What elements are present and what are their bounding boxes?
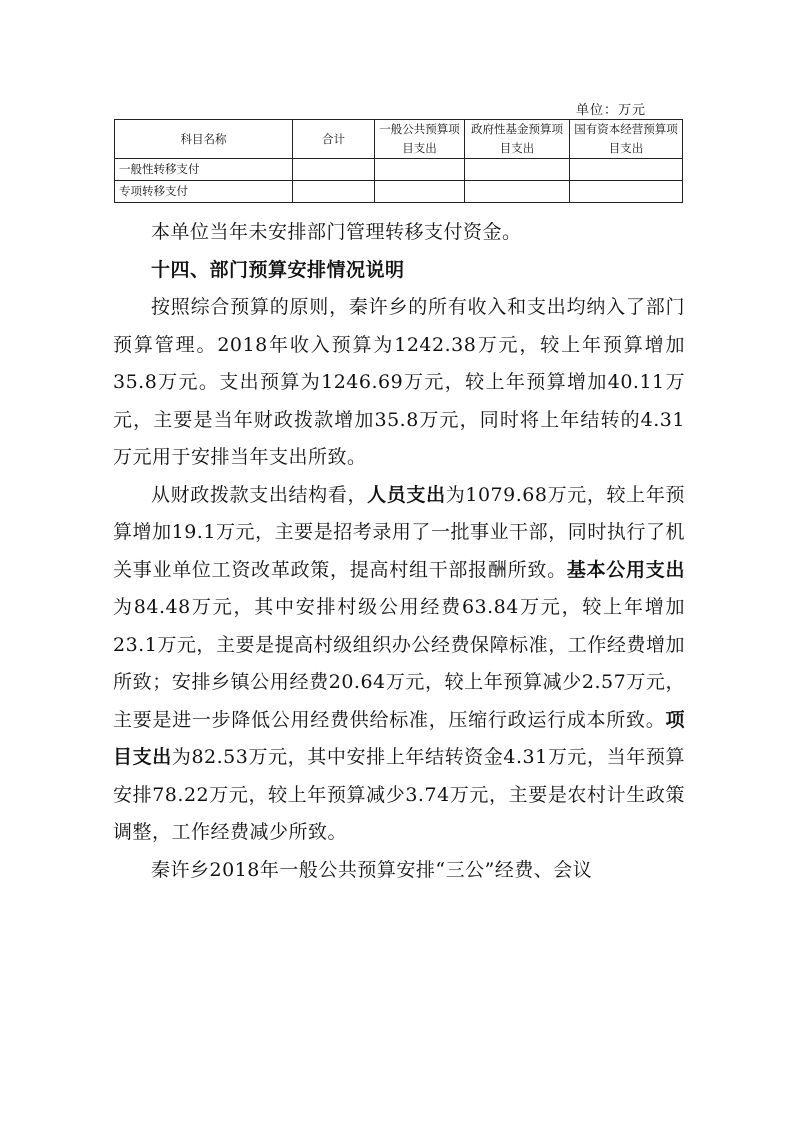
row-state-capital — [570, 159, 683, 181]
table-row — [115, 159, 683, 181]
section-heading: 十四、部门预算安排情况说明 — [151, 258, 405, 281]
header-general-budget: 一般公共预算项目支出 — [375, 120, 465, 159]
row-name: 专项转移支付 — [115, 181, 293, 203]
project-expenditure-text: 为82.53万元，其中安排上年结转资金4.31万元，当年预算安排78.22万元，较上年预算减少3.74万元，主要是农村计生政策调整，工作经费减少所致。 — [113, 746, 685, 843]
header-state-capital-budget: 国有资本经营预算项目支出 — [570, 120, 683, 159]
personnel-expenditure-text: 为1079.68万元，较上年预算增加19.1万元，主要是招考录用了一批事业干部，同时执行了机关事业单位工资改革政策，提高村组干部报酬所致。 — [113, 483, 685, 581]
paragraph-expenditure-structure — [113, 477, 685, 852]
row-state-capital — [570, 181, 683, 203]
project-expenditure-label: 项目支出 — [113, 708, 685, 768]
header-fund-budget: 政府性基金预算项目支出 — [465, 120, 570, 159]
personnel-expenditure-label: 人员支出 — [367, 483, 446, 506]
row-total — [293, 181, 375, 203]
header-total: 合计 — [293, 120, 375, 159]
structure-intro: 从财政拨款支出结构看， — [151, 483, 368, 506]
basic-expenditure-text: 为84.48万元，其中安排村级公用经费63.84万元，较上年增加23.1万元，主要是提高村级组织办公经费保障标准，工作经费增加所致；安排乡镇公用经费20.64万元，较上年预算减少2.57万元，主要是进一步降低公用经费供给标准，压缩行政运行成本所致。 — [113, 596, 685, 731]
unit-label: 单位：万元 — [576, 103, 647, 118]
header-subject-name: 科目名称 — [115, 120, 293, 159]
document-body — [113, 214, 685, 889]
table-row — [115, 181, 683, 203]
row-general — [375, 181, 465, 203]
row-fund — [465, 159, 570, 181]
transfer-payment-table — [114, 119, 683, 203]
row-general — [375, 159, 465, 181]
paragraph-budget-overview: 按照综合预算的原则，秦许乡的所有收入和支出均纳入了部门预算管理。2018年收入预算为1242.38万元，较上年预算增加35.8万元。支出预算为1246.69万元，较上年预算增加40.11万元，主要是当年财政拨款增加35.8万元，同时将上年结转的4.31万元用于安排当年支出所致。 — [113, 296, 685, 468]
basic-expenditure-label: 基本公用支出 — [566, 558, 685, 581]
row-name: 一般性转移支付 — [115, 159, 293, 181]
paragraph-three-public-funds: 秦许乡2018年一般公共预算安排“三公”经费、会议 — [151, 858, 593, 881]
transfer-note: 本单位当年未安排部门管理转移支付资金。 — [151, 221, 522, 243]
row-fund — [465, 181, 570, 203]
row-total — [293, 159, 375, 181]
table-header-row — [115, 120, 683, 159]
